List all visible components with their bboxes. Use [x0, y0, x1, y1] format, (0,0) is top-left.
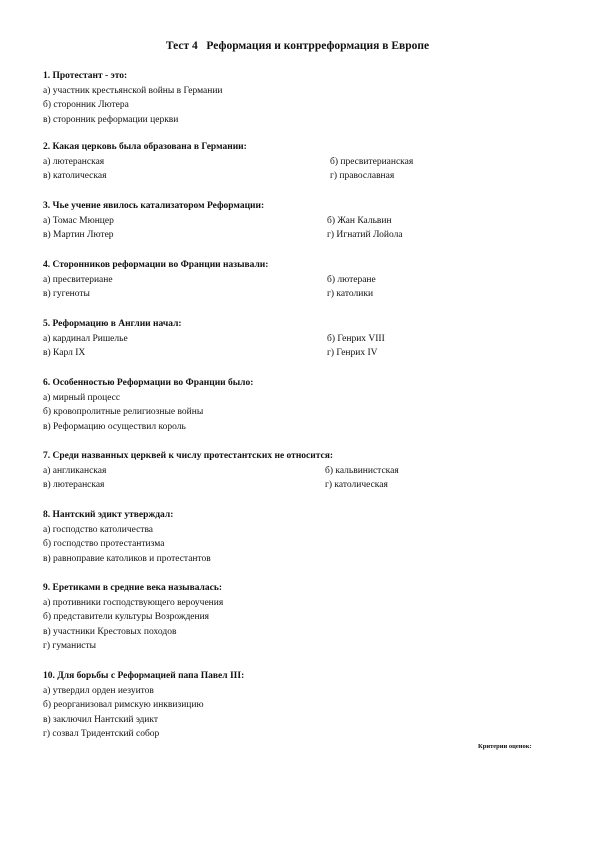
answer-option: а) англиканская	[43, 466, 107, 476]
answer-row	[43, 98, 563, 112]
answer-option: в) католическая	[43, 171, 107, 182]
answer-option: в) Реформацию осуществил король	[43, 421, 186, 432]
answer-option: а) господство католичества	[43, 525, 154, 535]
answer-row	[43, 713, 563, 727]
answer-option: а) мирный процесс	[43, 393, 121, 403]
question-5	[43, 318, 563, 361]
question-title: 2. Какая церковь была образована в Германии:	[43, 142, 247, 152]
answer-option: а) Томас Мюнцер	[43, 216, 114, 226]
answer-row	[43, 287, 563, 301]
answer-row	[43, 684, 563, 698]
answer-row	[43, 214, 563, 228]
answer-row	[43, 478, 563, 492]
answer-option: б) реорганизовал римскую инквизицию	[43, 700, 204, 711]
answer-option: в) участники Крестовых походов	[43, 626, 177, 637]
question-title: 9. Еретиками в средние века называлась:	[43, 583, 223, 593]
answer-option: в) заключил Нантский эдикт	[43, 714, 159, 725]
answer-option: г) Игнатий Лойола	[327, 230, 403, 241]
answer-row	[43, 346, 563, 360]
answer-row	[43, 537, 563, 551]
question-7	[43, 450, 563, 493]
answer-option: б) Жан Кальвин	[327, 216, 392, 226]
question-1	[43, 70, 563, 127]
question-title: 3. Чье учение явилось катализатором Реформации:	[43, 201, 265, 211]
question-2	[43, 141, 563, 184]
grading-criteria: Критерии оценок:	[478, 743, 532, 750]
answer-option: а) кардинал Ришелье	[43, 334, 128, 344]
question-3	[43, 200, 563, 243]
answer-row	[43, 420, 563, 434]
answer-row	[43, 155, 563, 169]
answer-option: б) представители культуры Возрождения	[43, 612, 210, 623]
answer-option: г) созвал Тридентский собор	[43, 728, 160, 739]
answer-row	[43, 84, 563, 98]
answer-option: в) лютеранская	[43, 480, 105, 491]
answer-row	[43, 610, 563, 624]
question-title: 7. Среди названных церквей к числу протестантских не относится:	[43, 451, 334, 461]
answer-row	[43, 169, 563, 183]
answer-option: б) Генрих VIII	[327, 334, 385, 344]
question-title: 1. Протестант - это:	[43, 71, 128, 81]
answer-option: в) гугеноты	[43, 289, 90, 300]
question-title: 4. Сторонников реформации во Франции называли:	[43, 260, 269, 270]
answer-option: а) утвердил орден иезуитов	[43, 686, 154, 696]
question-title: 10. Для борьбы с Реформацией папа Павел III:	[43, 671, 245, 681]
question-title: 5. Реформацию в Англии начал:	[43, 319, 182, 329]
answer-option: а) лютеранская	[43, 157, 105, 167]
question-title: 8. Нантский эдикт утверждал:	[43, 510, 174, 520]
answer-row	[43, 552, 563, 566]
question-4	[43, 259, 563, 302]
question-8	[43, 509, 563, 566]
answer-option: в) сторонник реформации церкви	[43, 114, 179, 125]
answer-option: г) Генрих IV	[327, 348, 378, 359]
answer-option: в) Карл IX	[43, 348, 86, 359]
answer-row	[43, 727, 563, 741]
answer-row	[43, 332, 563, 346]
answer-option: а) пресвитериане	[43, 275, 113, 285]
answer-option: г) гуманисты	[43, 640, 97, 651]
answer-row	[43, 273, 563, 287]
page-title: Тест 4 Реформация и контрреформация в Европе	[165, 40, 430, 52]
answer-option: г) католическая	[325, 480, 388, 491]
answer-option: б) пресвитерианская	[330, 157, 414, 167]
answer-row	[43, 523, 563, 537]
answer-option: б) сторонник Лютера	[43, 100, 129, 111]
answer-option: б) кровопролитные религиозные войны	[43, 407, 204, 418]
question-10	[43, 670, 563, 741]
answer-row	[43, 625, 563, 639]
answer-row	[43, 405, 563, 419]
answer-option: б) господство протестантизма	[43, 539, 165, 550]
answer-row	[43, 391, 563, 405]
answer-row	[43, 228, 563, 242]
answer-option: в) Мартин Лютер	[43, 230, 114, 241]
answer-option: в) равноправие католиков и протестантов	[43, 553, 211, 564]
answer-row	[43, 464, 563, 478]
question-6	[43, 377, 563, 434]
answer-option: а) участник крестьянской войны в Германии	[43, 86, 223, 96]
answer-option: б) лютеране	[327, 275, 376, 285]
answer-option: г) католики	[327, 289, 374, 300]
answer-row	[43, 113, 563, 127]
answer-row	[43, 639, 563, 653]
answer-option: а) противники господствующего вероучения	[43, 598, 224, 608]
answer-row	[43, 596, 563, 610]
question-9	[43, 582, 563, 653]
answer-row	[43, 698, 563, 712]
answer-option: г) православная	[330, 171, 395, 182]
question-title: 6. Особенностью Реформации во Франции было:	[43, 378, 254, 388]
answer-option: б) кальвинистская	[325, 466, 399, 476]
